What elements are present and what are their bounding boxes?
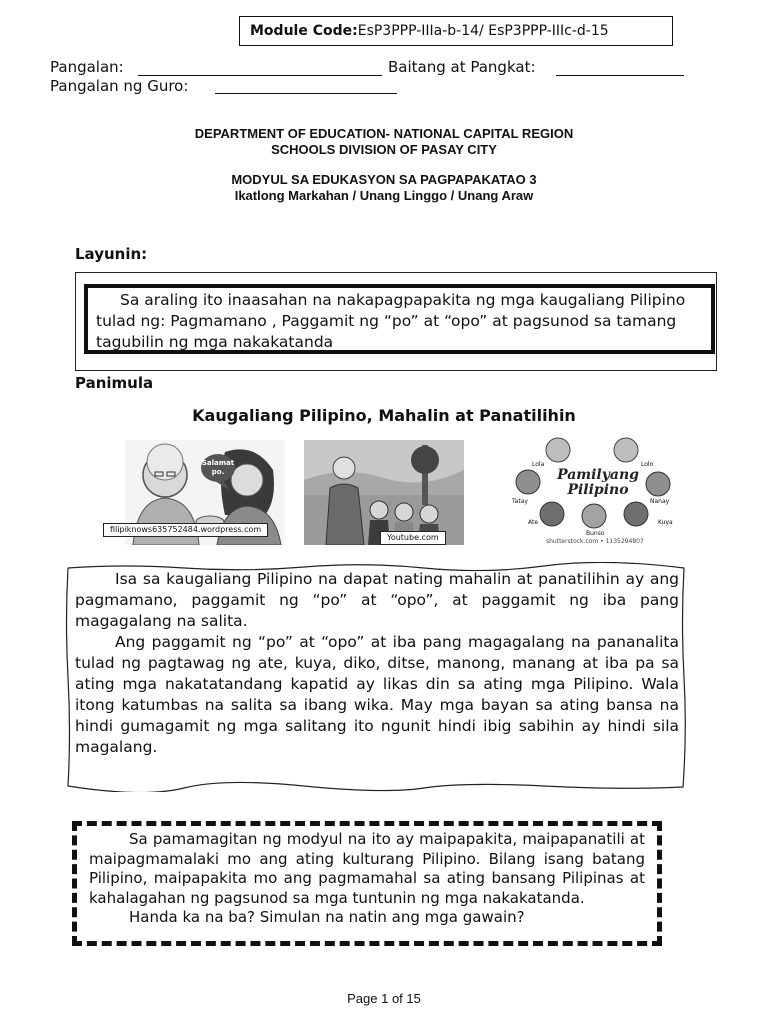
teacher-field	[50, 77, 188, 95]
image2-caption: Youtube.com	[380, 531, 446, 545]
family-label-lolo: Lolo	[641, 461, 654, 468]
closing-box	[72, 821, 662, 946]
grade-blank-line	[556, 75, 684, 76]
pamilyang-pilipino-image	[508, 434, 680, 546]
family-label-lola: Lola	[532, 461, 545, 468]
header-module-title: MODYUL SA EDUKASYON SA PAGPAPAKATAO 3	[231, 172, 537, 187]
page-number: Page 1 of 15	[347, 991, 421, 1006]
header-division: SCHOOLS DIVISION OF PASAY CITY	[271, 142, 497, 157]
name-blank-line	[138, 75, 382, 76]
family-label-ate: Ate	[528, 519, 539, 526]
family-label-nanay: Nanay	[650, 498, 670, 505]
intro-paragraph-1: Isa sa kaugaliang Pilipino na dapat nating mahalin at panatilihin ay ang pagmamano, paggamit ng “po” at “opo”, at paggamit ng iba pang magagalang na salita.	[75, 570, 679, 630]
image3-credit: shutterstock.com • 1135294807	[546, 538, 644, 545]
module-code-value: EsP3PPP-IIIa-b-14/ EsP3PPP-IIIc-d-15	[357, 23, 609, 39]
family-label-bunso: Bunso	[586, 530, 605, 537]
family-label-tatay: Tatay	[512, 498, 528, 505]
module-code-label: Module Code:	[250, 23, 358, 39]
grade-label: Baitang at Pangkat:	[388, 58, 536, 76]
grade-field	[388, 58, 536, 76]
intro-box	[64, 562, 688, 792]
closing-paragraph: Sa pamamagitan ng modyul na ito ay maipapakita, maipapanatili at maipagmamalaki mo ang ating kulturang Pilipino. Bilang isang batang Pilipino, maipapakita mo ang pagmamahal sa ating bansang Pilipinas at kahalagahan ng pagsunod sa mga tuntunin ng mga nakakatanda.	[89, 830, 645, 907]
lesson-title: Kaugaliang Pilipino, Mahalin at Panatilihin	[192, 406, 576, 425]
header-quarter: Ikatlong Markahan / Unang Linggo / Unang Araw	[234, 188, 534, 203]
header-department: DEPARTMENT OF EDUCATION- NATIONAL CAPITAL REGION	[194, 126, 574, 141]
layunin-heading: Layunin:	[75, 245, 148, 263]
module-code-box	[239, 16, 673, 46]
name-field	[50, 58, 124, 76]
intro-paragraph-2: Ang paggamit ng “po” at “opo” at iba pang magagalang na pananalita tulad ng pagtawag ng ate, kuya, diko, ditse, manong, manang at iba pa sa ating mga nakatatandang kapatid ay likas din sa ating mga Pilipino. Wala itong katumbas na salita sa ibang wika. May mga bayan sa ating bansa na hindi gumagamit ng mga salitang ito ngunit hindi ibig sabihin ay hindi sila magalang.	[75, 633, 679, 756]
teacher-blank-line	[215, 93, 397, 94]
family-label-kuya: Kuya	[658, 519, 673, 526]
grandparent-children-image	[304, 440, 464, 545]
closing-question: Handa ka na ba? Simulan na natin ang mga gawain?	[129, 908, 525, 926]
teacher-label: Pangalan ng Guro:	[50, 77, 189, 95]
image1-caption: filipiknows635752484.wordpress.com	[103, 523, 268, 537]
layunin-box	[84, 284, 715, 354]
grandparent-children-illustration	[304, 440, 464, 545]
name-label: Pangalan:	[50, 58, 124, 76]
family-title: Pamilyang Pilipino	[557, 467, 639, 498]
panimula-heading: Panimula	[75, 374, 154, 392]
layunin-text: Sa araling ito inaasahan na nakapagpapakita ng mga kaugaliang Pilipino tulad ng: Pagmamano , Paggamit ng “po” at “opo” at pagsunod sa tamang tagubilin ng mga nakakatanda	[96, 291, 686, 351]
speech-bubble-text: Salamat po.	[201, 459, 235, 476]
